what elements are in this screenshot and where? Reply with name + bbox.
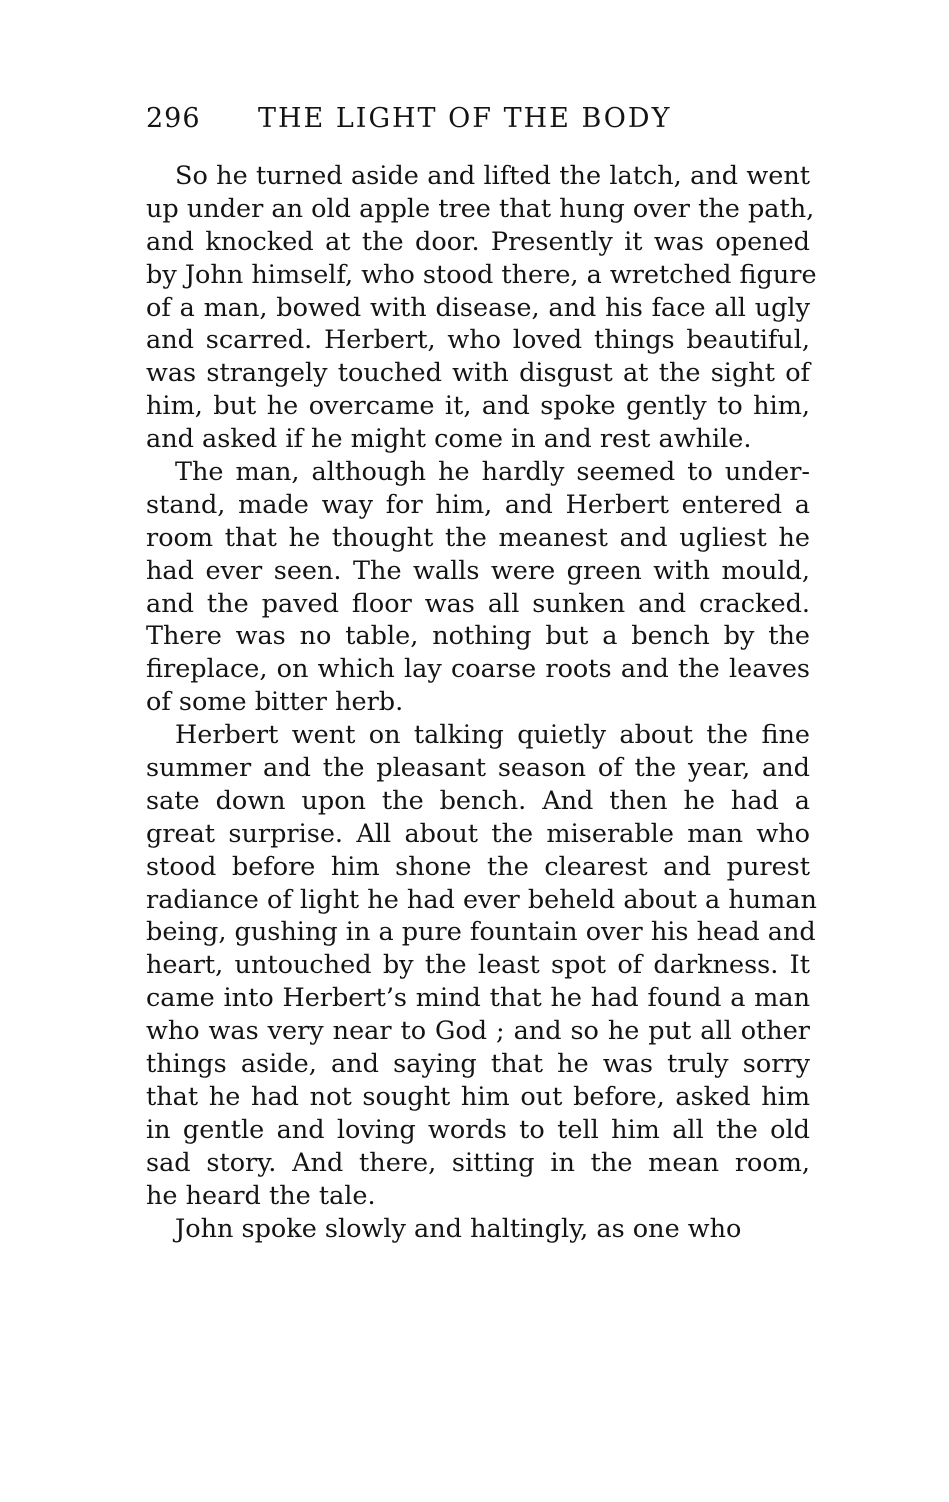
text-line: in gentle and loving words to tell him all the old xyxy=(146,1114,810,1145)
text-line: So he turned aside and lifted the latch, and went xyxy=(175,161,810,191)
text-line: had ever seen. The walls were green with mould, xyxy=(146,555,810,586)
text-line: who was very near to God ; and so he put all other xyxy=(146,1016,810,1047)
text-line: fireplace, on which lay coarse roots and the leaves xyxy=(146,654,810,685)
running-head-title: THE LIGHT OF THE BODY xyxy=(258,103,672,134)
page-number: 296 xyxy=(146,103,201,134)
text-line: and scarred. Herbert, who loved things beautiful, xyxy=(146,325,810,356)
body-text xyxy=(146,160,817,1245)
text-line: There was no table, nothing but a bench by the xyxy=(146,621,810,652)
text-line: John spoke slowly and haltingly, as one who xyxy=(175,1213,742,1244)
text-line: and the paved floor was all sunken and cracked. xyxy=(146,588,810,619)
text-line: being, gushing in a pure fountain over his head and xyxy=(146,917,816,948)
text-line: by John himself, who stood there, a wretched figure xyxy=(146,259,817,290)
text-line: stand, made way for him, and Herbert entered a xyxy=(146,489,810,520)
text-line: radiance of light he had ever beheld about a human xyxy=(146,884,817,915)
running-head xyxy=(146,103,810,143)
text-line: summer and the pleasant season of the year, and xyxy=(146,753,810,784)
text-line: up under an old apple tree that hung over the path, xyxy=(146,193,815,224)
text-line: heart, untouched by the least spot of darkness. It xyxy=(146,950,810,981)
text-line: great surprise. All about the miserable man who xyxy=(146,818,810,849)
text-line: and knocked at the door. Presently it was opened xyxy=(146,226,810,257)
text-line: room that he thought the meanest and ugliest he xyxy=(146,522,810,553)
text-line: him, but he overcame it, and spoke gently to him, xyxy=(146,391,810,422)
text-line: sate down upon the bench. And then he had a xyxy=(146,785,810,816)
text-line: and asked if he might come in and rest awhile. xyxy=(146,424,752,455)
text-line: stood before him shone the clearest and purest xyxy=(146,851,810,882)
text-line: he heard the tale. xyxy=(146,1180,376,1211)
text-line: The man, although he hardly seemed to under- xyxy=(175,457,810,488)
text-line: of a man, bowed with disease, and his face all ugly xyxy=(146,292,810,323)
text-line: of some bitter herb. xyxy=(146,687,404,718)
text-line: Herbert went on talking quietly about the fine xyxy=(175,720,810,751)
text-line: came into Herbert’s mind that he had found a man xyxy=(146,983,810,1014)
text-line: was strangely touched with disgust at the sight of xyxy=(146,358,810,389)
text-line: that he had not sought him out before, asked him xyxy=(146,1081,810,1112)
text-line: sad story. And there, sitting in the mean room, xyxy=(146,1147,810,1178)
text-line: things aside, and saying that he was truly sorry xyxy=(146,1049,810,1080)
